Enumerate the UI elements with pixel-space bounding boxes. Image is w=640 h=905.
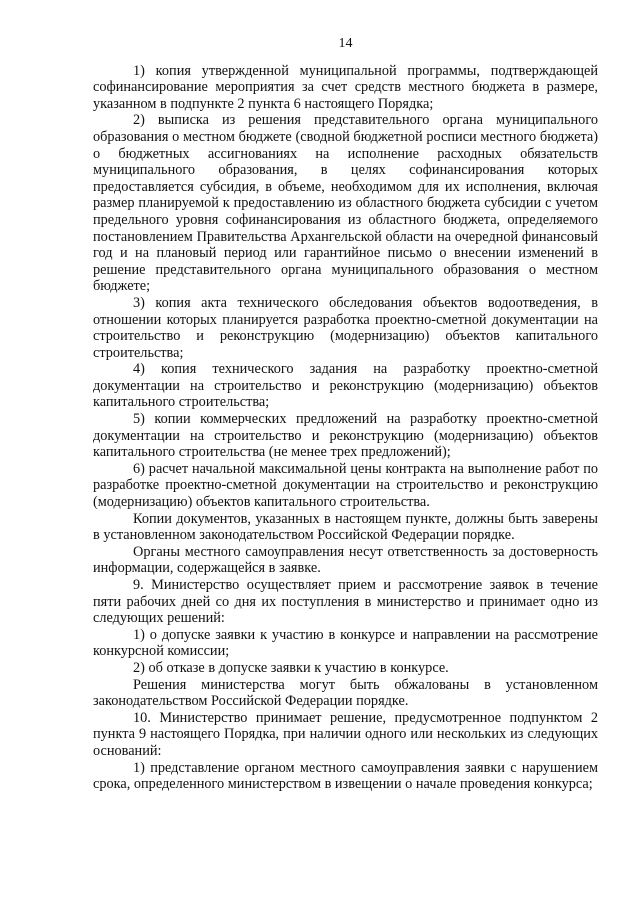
page-number: 14 [338, 36, 353, 51]
paragraph-8: Органы местного самоуправления несут ответственность за достоверность информации, содержащейся в заявке. [93, 543, 598, 577]
paragraph-7: Копии документов, указанных в настоящем пункте, должны быть заверены в установленном законодательством Российской Федерации порядке. [93, 510, 598, 544]
paragraph-4: 4) копия технического задания на разработку проектно-сметной документации на строительство и реконструкцию (модернизацию) объектов капитального строительства; [93, 361, 598, 411]
paragraph-10: 1) о допуске заявки к участию в конкурсе и направлении на рассмотрение конкурсной комиссии; [93, 626, 598, 660]
paragraph-2: 2) выписка из решения представительного органа муниципального образования о местном бюджете (сводной бюджетной росписи местного бюджета) о бюджетных ассигнованиях на исполнение расходных обязательств муниципального образования, в целях софинансирования которых предоставляется субсидия, в объеме, необходимом для их исполнения, включая размер планируемой к предоставлению из областного бюджета субсидии с учетом предельного уровня софинансирования из областного бюджета, определяемого постановлением Правительства Архангельской области на очередной финансовый год и на плановый период или гарантийное письмо о внесении изменений в решение представительного органа муниципального образования о местном бюджете; [93, 112, 598, 295]
paragraph-12: Решения министерства могут быть обжалованы в установленном законодательством Российской Федерации порядке. [93, 676, 598, 710]
paragraph-6: 6) расчет начальной максимальной цены контракта на выполнение работ по разработке проектно-сметной документации на строительство и реконструкцию (модернизацию) объектов капитального строительства. [93, 460, 598, 511]
paragraph-14: 1) представление органом местного самоуправления заявки с нарушением срока, определенного министерством в извещении о начале проведения конкурса; [93, 759, 598, 793]
paragraph-13: 10. Министерство принимает решение, предусмотренное подпунктом 2 пункта 9 настоящего Порядка, при наличии одного или нескольких из следующих оснований: [93, 709, 598, 759]
paragraph-5: 5) копии коммерческих предложений на разработку проектно-сметной документации на строительство и реконструкцию (модернизацию) объектов капитального строительства (не менее трех предложений); [93, 411, 598, 461]
paragraph-11: 2) об отказе в допуске заявки к участию в конкурсе. [133, 659, 449, 676]
paragraph-3: 3) копия акта технического обследования объектов водоотведения, в отношении которых планируется разработка проектно-сметной документации на строительство и реконструкцию (модернизацию) объектов капитального строительства; [93, 294, 598, 361]
paragraph-9: 9. Министерство осуществляет прием и рассмотрение заявок в течение пяти рабочих дней со дня их поступления в министерство и принимает одно из следующих решений: [93, 577, 598, 627]
paragraph-1: 1) копия утвержденной муниципальной программы, подтверждающей софинансирование мероприятия за счет средств местного бюджета в размере, указанном в подпункте 2 пункта 6 настоящего Порядка; [93, 62, 598, 112]
